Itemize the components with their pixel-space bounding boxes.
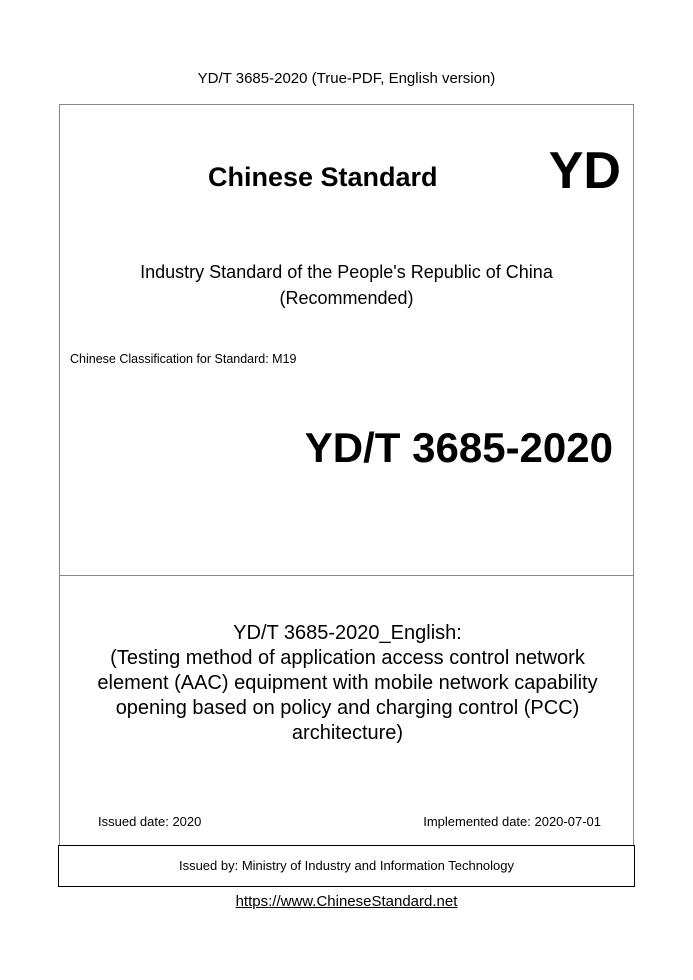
footer [0, 893, 693, 911]
english-title-line: architecture) [291, 722, 404, 744]
page-header: YD/T 3685-2020 (True-PDF, English version) [197, 70, 496, 87]
issuer-box [58, 845, 635, 887]
issuer-text: Issued by: Ministry of Industry and Information Technology [178, 858, 515, 873]
english-title-line: (Testing method of application access control network [110, 647, 585, 669]
english-title-line: opening based on policy and charging control (PCC) [115, 697, 580, 719]
implemented-date: Implemented date: 2020-07-01 [423, 814, 601, 829]
standard-code: YD [548, 142, 621, 200]
industry-line: Industry Standard of the People's Republic of China [140, 262, 553, 282]
english-title-line: YD/T 3685-2020_English: [233, 622, 462, 644]
english-title [70, 621, 625, 746]
cover-frame [59, 104, 634, 846]
website-link[interactable]: https://www.ChineseStandard.net [235, 893, 458, 910]
standard-number: YD/T 3685-2020 [304, 424, 613, 471]
section-divider [60, 575, 633, 576]
classification-text: Chinese Classification for Standard: M19 [70, 352, 297, 366]
english-title-line: element (AAC) equipment with mobile network capability [97, 672, 598, 694]
industry-standard-block [60, 259, 633, 311]
recommended-line: (Recommended) [279, 288, 414, 308]
cover-title: Chinese Standard [208, 162, 438, 192]
issued-date: Issued date: 2020 [98, 814, 202, 829]
